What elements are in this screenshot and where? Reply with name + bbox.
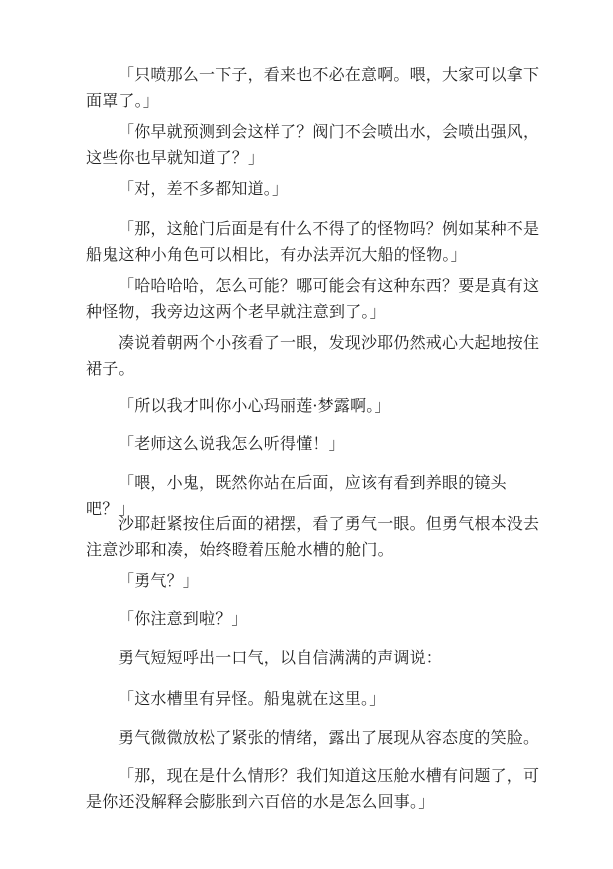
paragraph-14: 「这水槽里有异怪。船鬼就在这里。」	[118, 689, 386, 708]
paragraph-13: 勇气短短呼出一口气，以自信满满的声调说：	[118, 648, 443, 667]
paragraph-8: 「老师这么说我怎么听得懂！」	[118, 434, 345, 453]
paragraph-5: 「哈哈哈哈，怎么可能？哪可能会有这种东西？要是真有这种怪物，我旁边这两个老早就注意到了。」	[86, 276, 540, 321]
paragraph-10: 沙耶赶紧按住后面的裙摆，看了勇气一眼。但勇气根本没去注意沙耶和凑，始终瞪着压舱水槽的舱门。	[86, 514, 540, 559]
paragraph-4: 「那，这舱门后面是有什么不得了的怪物吗？例如某种不是船鬼这种小角色可以相比，有办法弄沉大船的怪物。」	[86, 219, 540, 264]
paragraph-12: 「你注意到啦？」	[118, 609, 248, 628]
paragraph-9: 「喂，小鬼，既然你站在后面，应该有看到养眼的镜头吧？」	[86, 473, 507, 518]
paragraph-7: 「所以我才叫你小心玛丽莲·梦露啊。」	[118, 396, 391, 415]
paragraph-11: 「勇气？」	[118, 571, 200, 590]
paragraph-6: 凑说着朝两个小孩看了一眼，发现沙耶仍然戒心大起地按住裙子。	[86, 333, 540, 378]
paragraph-2: 「你早就预测到会这样了？阀门不会喷出水，会喷出强风，这些你也早就知道了？」	[86, 122, 540, 167]
paragraph-1: 「只喷那么一下子，看来也不必在意啊。喂，大家可以拿下面罩了。」	[86, 65, 540, 110]
paragraph-15: 勇气微微放松了紧张的情绪，露出了展现从容态度的笑脸。	[118, 728, 540, 747]
paragraph-16: 「那，现在是什么情形？我们知道这压舱水槽有问题了，可是你还没解释会膨胀到六百倍的水是怎么回事。」	[86, 766, 540, 811]
paragraph-3: 「对，差不多都知道。」	[118, 179, 289, 198]
